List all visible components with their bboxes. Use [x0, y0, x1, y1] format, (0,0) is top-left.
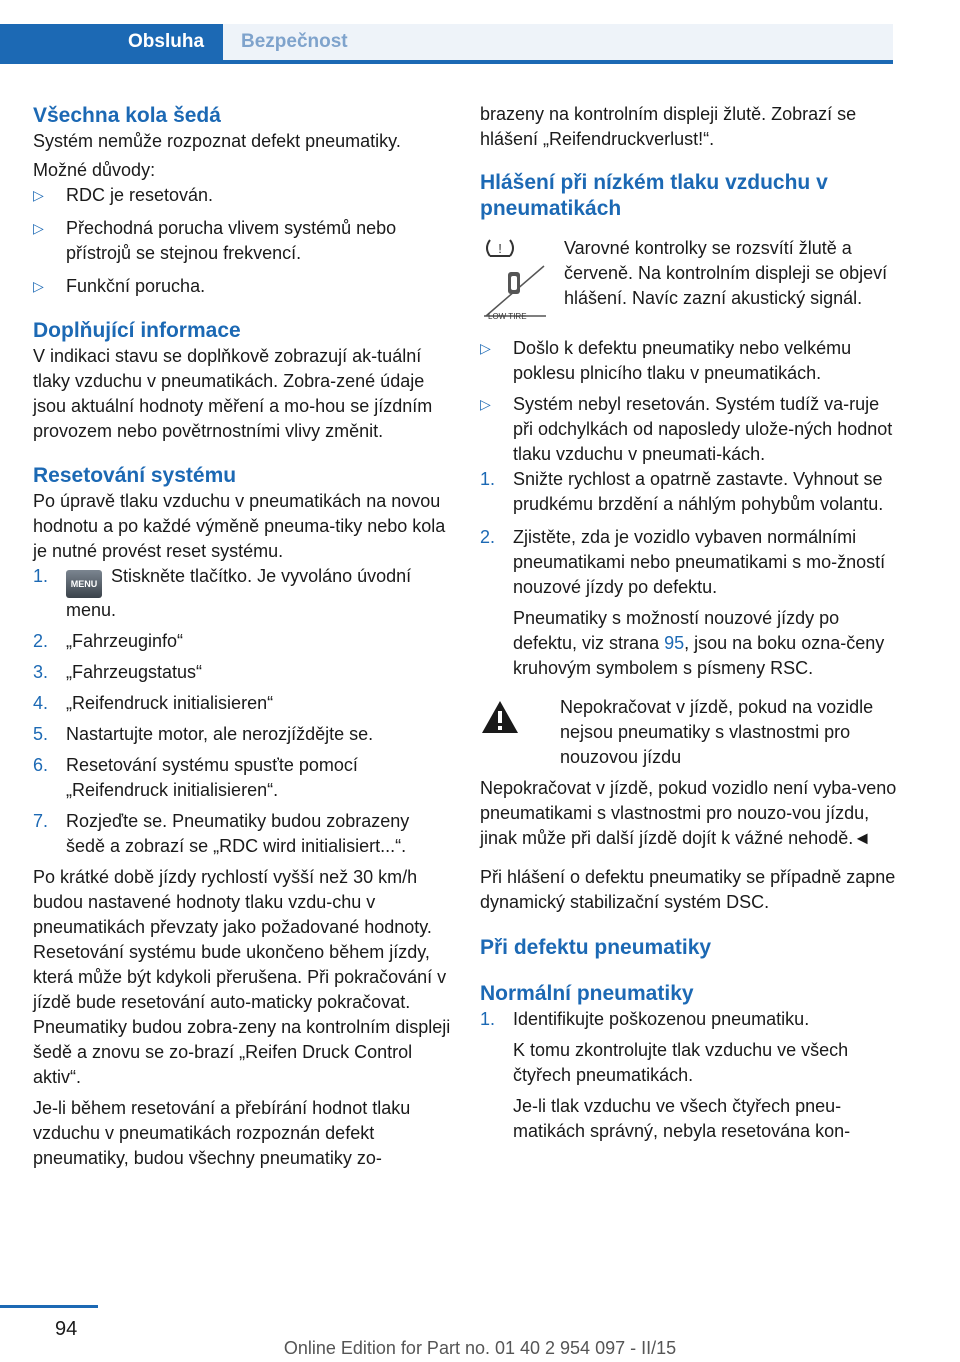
- causes-list: [480, 336, 898, 467]
- left-column: [33, 102, 451, 1171]
- triangle-bullet-icon: ▷: [33, 220, 44, 236]
- warning-title: Nepokračovat v jízdě, pokud na vozidle nejsou pneumatiky s vlastnostmi pro nouzovou jízdu: [560, 697, 874, 767]
- triangle-bullet-icon: ▷: [480, 396, 491, 412]
- menu-button-icon: MENU: [66, 570, 102, 598]
- list-item: 5. Nastartujte motor, ale nerozjíždějte se.: [33, 724, 374, 744]
- paragraph: Varovné kontrolky se rozsvítí žlutě a červeně. Na kontrolním displeji se objeví hlášení. Navíc zazní akustický signál.: [564, 238, 888, 308]
- page-number-rule: [0, 1305, 98, 1308]
- heading-low-pressure-message: Hlášení při nízkém tlaku vzduchu v pneumatikách: [480, 171, 828, 220]
- paragraph: brazeny na kontrolním displeji žlutě. Zobrazí se hlášení „Reifendruckverlust!“.: [480, 104, 857, 149]
- page-link[interactable]: 95: [664, 633, 685, 653]
- paragraph: Po úpravě tlaku vzduchu v pneumatikách na novou hodnotu a po každé výměně pneuma-tiky nebo kola je nutné provést reset systému.: [33, 491, 446, 561]
- warning-block: [480, 695, 898, 770]
- heading-system-reset: Resetování systému: [33, 464, 237, 487]
- list-item: 1. Identifikujte poškozenou pneumatiku. K tomu zkontrolujte tlak vzduchu ve všech čtyřech pneumatikách. Je-li tlak vzduchu ve všech čtyřech pneu-matikách správný, nebyla resetována kon-: [480, 1007, 898, 1144]
- heading-additional-info: Doplňující informace: [33, 319, 241, 342]
- warning-body: Nepokračovat v jízdě, pokud vozidlo není vyba-veno pneumatikami s vlastnostmi pro nouzo-vou jízdu, jinak může při další jízdě dojít k vážné nehodě.◄: [480, 778, 897, 848]
- list-item: 1. MENU Stiskněte tlačítko. Je vyvoláno úvodní menu.: [33, 566, 412, 620]
- section-tabs: [0, 0, 893, 64]
- list-item: 2. Zjistěte, zda je vozidlo vybaven normálními pneumatikami nebo pneumatikami s mo-žností nouzové jízdy po defektu. Pneumatiky s možností nouzové jízdy po defektu, viz strana 95, jsou na boku ozna-čeny kruhovým symbolem s písmeny RSC.: [480, 525, 898, 681]
- low-tire-label: LOW TIRE: [488, 312, 527, 321]
- actions-list: [480, 467, 898, 681]
- paragraph: K tomu zkontrolujte tlak vzduchu ve všech čtyřech pneumatikách.: [513, 1040, 849, 1085]
- right-column: [480, 102, 898, 1144]
- paragraph: Je-li tlak vzduchu ve všech čtyřech pneu-matikách správný, nebyla resetována kon-: [513, 1096, 851, 1141]
- paragraph: Je-li během resetování a přebírání hodnot tlaku vzduchu v pneumatikách rozpoznán defekt pneumatiky, budou všechny pneumatiky zo-: [33, 1098, 411, 1168]
- triangle-bullet-icon: ▷: [33, 187, 44, 203]
- list-item: ▷ Systém nebyl resetován. Systém tudíž va-ruje při odchylkách od naposledy ulože-ných hodnot tlaku vzduchu v pneumati-kách.: [480, 394, 893, 464]
- list-item: 7. Rozjeďte se. Pneumatiky budou zobrazeny šedě a zobrazí se „RDC wird initialisiert...“.: [33, 811, 410, 856]
- svg-text:!: !: [498, 241, 502, 256]
- paragraph: Při hlášení o defektu pneumatiky se případně zapne dynamický stabilizační systém DSC.: [480, 867, 896, 912]
- identify-steps-list: [480, 1007, 898, 1144]
- low-tire-indicator-block: [480, 236, 898, 336]
- paragraph: Možné důvody:: [33, 160, 156, 180]
- warning-triangle-icon: [480, 699, 520, 742]
- heading-all-wheels-grey: Všechna kola šedá: [33, 104, 221, 127]
- list-item: 2. „Fahrzeuginfo“: [33, 631, 184, 651]
- list-item: ▷ Přechodná porucha vlivem systémů nebo přístrojů se stejnou frekvencí.: [33, 218, 397, 263]
- heading-flat-tire: Při defektu pneumatiky: [480, 936, 712, 959]
- list-item: 6. Resetování systému spusťte pomocí „Reifendruck initialisieren“.: [33, 755, 358, 800]
- paragraph: Po krátké době jízdy rychlostí vyšší než 30 km/h budou nastavené hodnoty tlaku vzdu-chu v pneumatikách převzaty jako požadované hodnoty. Resetování systému bude ukončeno během jízdy, která může být kdykoli přerušena. Při pokračování v jízdě bude resetování auto-maticky pokračovat. Pneumatiky budou zobra-zeny na kontrolním displeji šedě a znovu se zo-brazí „Reifen Druck Control aktiv“.: [33, 867, 451, 1087]
- page-number: 94: [55, 1318, 78, 1340]
- triangle-bullet-icon: ▷: [33, 278, 44, 294]
- paragraph: V indikaci stavu se doplňkově zobrazují ak-tuální tlaky vzduchu v pneumatikách. Zobra-zené údaje jsou aktuální hodnoty měření a mo-hou se jízdním provozem nebo povětrnostními vlivy změnit.: [33, 346, 433, 441]
- list-item: 3. „Fahrzeugstatus“: [33, 662, 203, 682]
- list-item: 4. „Reifendruck initialisieren“: [33, 693, 274, 713]
- list-item: ▷ RDC je resetován.: [33, 183, 451, 208]
- list-item: ▷ Došlo k defektu pneumatiky nebo velkému poklesu plnicího tlaku v pneumatikách.: [480, 338, 852, 383]
- reset-steps-list: [33, 564, 451, 859]
- tab-underline: [0, 60, 893, 64]
- list-item: ▷ Funkční porucha.: [33, 274, 451, 299]
- tab-bezpecnost[interactable]: Bezpečnost: [223, 24, 893, 60]
- edition-footer: Online Edition for Part no. 01 40 2 954 097 - II/15: [283, 1338, 677, 1358]
- triangle-bullet-icon: ▷: [480, 340, 491, 356]
- low-tire-warning-icon: [480, 236, 550, 333]
- paragraph: Pneumatiky s možností nouzové jízdy po defektu, viz strana 95, jsou na boku ozna-čeny kruhovým symbolem s písmeny RSC.: [513, 608, 885, 678]
- tab-obsluha[interactable]: Obsluha: [0, 24, 223, 60]
- reasons-list: [33, 183, 451, 299]
- paragraph: Systém nemůže rozpoznat defekt pneumatiky.: [33, 131, 401, 151]
- heading-normal-tires: Normální pneumatiky: [480, 982, 694, 1005]
- list-item: 1. Snižte rychlost a opatrně zastavte. Vyhnout se prudkému brzdění a náhlým pohybům volantu.: [480, 469, 884, 514]
